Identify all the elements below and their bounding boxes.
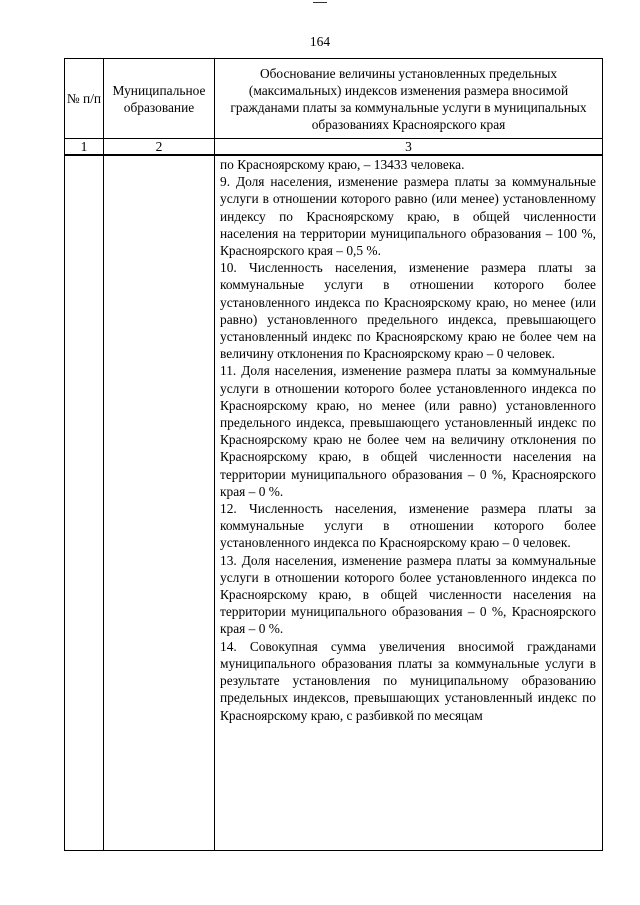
header-municipality: Муниципальное образование — [104, 59, 215, 139]
top-margin-mark — [313, 2, 327, 3]
table-row — [65, 155, 603, 851]
page-number: 164 — [309, 34, 331, 49]
header-number: № п/п — [65, 59, 104, 139]
paragraph-10: 10. Численность населения, изменение размера платы за коммунальные услуги в отношении которого более установленного индекса по Красноярскому краю, но менее (или равно) установленного предельного индекса, превышающего установленный индекс по Красноярскому краю не более чем на величину отклонения по Красноярскому краю – 0 человек. — [220, 260, 596, 362]
paragraph-9: 9. Доля населения, изменение размера платы за коммунальные услуги в отношении которого равно (или менее) установленному индексу по Красноярскому краю, в общей численности населения на территории муниципального образования – 100 %, Красноярского края – 0,5 %. — [220, 174, 596, 259]
paragraph-continuation: по Красноярскому краю, – 13433 человека. — [220, 157, 465, 172]
column-number-1: 1 — [65, 139, 104, 156]
table-header-row — [65, 59, 603, 139]
justification-table — [64, 58, 603, 851]
paragraph-14: 14. Совокупная сумма увеличения вносимой гражданами муниципального образования платы за коммунальные услуги в результате установления по муниципальному образованию предельных индексов, превышающих установленный индекс по Красноярскому краю, с разбивкой по месяцам — [220, 638, 596, 723]
paragraph-11: 11. Доля населения, изменение размера платы за коммунальные услуги в отношении которого более установленного индекса по Красноярскому краю, но менее (или равно) установленного предельного индекса, превышающего установленный индекс по Красноярскому краю не более чем на величину отклонения по Красноярскому краю, в общей численности населения на территории муниципального образования – 0 %, Красноярского края – 0 %. — [220, 363, 596, 499]
header-justification: Обоснование величины установленных предельных (максимальных) индексов изменения размера вносимой гражданами платы за коммунальные услуги в муниципальных образованиях Красноярского края — [215, 59, 603, 139]
paragraph-13: 13. Доля населения, изменение размера платы за коммунальные услуги в отношении которого более установленного индекса по Красноярскому краю, в общей численности населения на территории муниципального образования – 0 %, Красноярского края – 0 %. — [220, 552, 596, 637]
row-number-cell — [65, 155, 104, 851]
row-municipality-cell — [104, 155, 215, 851]
column-numbers-row — [65, 139, 603, 156]
paragraph-12: 12. Численность населения, изменение размера платы за коммунальные услуги в отношении которого более установленного индекса по Красноярскому краю – 0 человек. — [220, 501, 596, 551]
justification-text-cell — [215, 155, 603, 851]
column-number-3: 3 — [215, 139, 603, 156]
column-number-2: 2 — [104, 139, 215, 156]
